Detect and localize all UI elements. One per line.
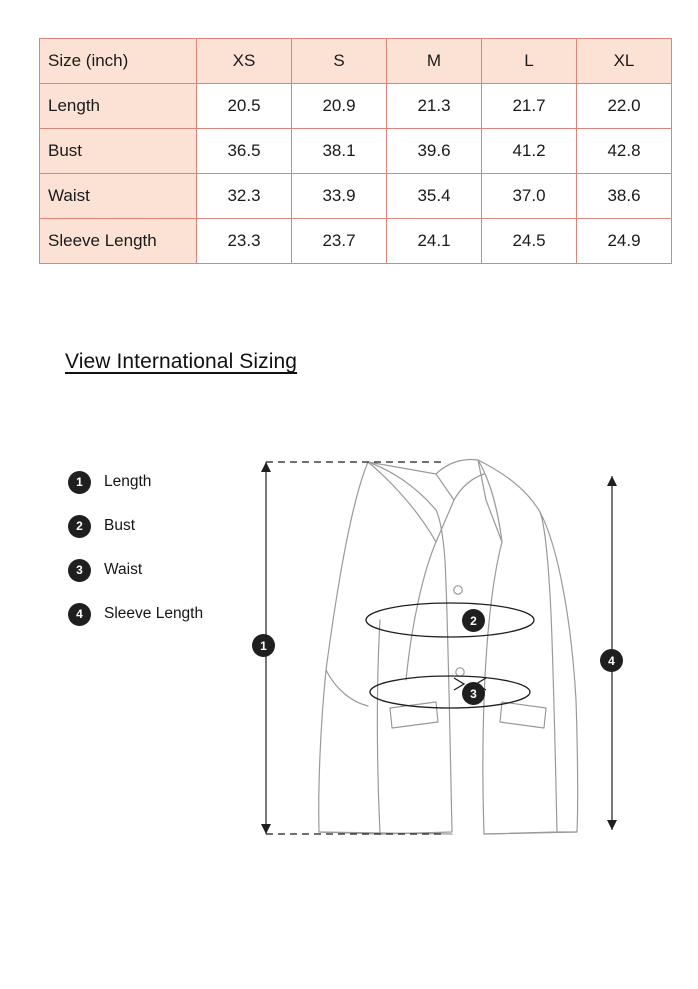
cell-bust-m: 39.6 [387,129,482,174]
row-header-bust: Bust [40,129,197,174]
measurement-legend [68,460,268,636]
cell-sleeve-l: 24.5 [482,219,577,264]
bust-marker: 2 [462,609,485,632]
legend-label-length: Length [104,473,152,490]
number-badge-icon: 1 [68,471,91,494]
legend-item-sleeve-length [68,592,268,636]
number-badge-icon: 4 [68,603,91,626]
cell-length-s: 20.9 [292,84,387,129]
row-header-sleeve-length: Sleeve Length [40,219,197,264]
cell-bust-xs: 36.5 [197,129,292,174]
legend-label-waist: Waist [104,561,143,578]
column-header-m: M [387,39,482,84]
legend-item-length [68,460,268,504]
bust-measure-line [366,603,534,637]
size-chart-table-container [39,38,659,264]
cell-sleeve-xs: 23.3 [197,219,292,264]
waist-marker: 3 [462,682,485,705]
table-row [40,84,672,129]
number-badge-icon: 2 [68,515,91,538]
column-header-s: S [292,39,387,84]
length-marker: 1 [252,634,275,657]
row-header-length: Length [40,84,197,129]
table-row [40,219,672,264]
cell-waist-xs: 32.3 [197,174,292,219]
legend-item-waist [68,548,268,592]
view-international-sizing-link[interactable]: View International Sizing [65,350,298,373]
table-row [40,129,672,174]
blazer-outline-icon [240,440,660,860]
legend-label-bust: Bust [104,517,136,534]
waist-measure-line [370,676,530,708]
blazer-measurement-diagram [240,440,660,860]
cell-sleeve-xl: 24.9 [577,219,672,264]
size-chart-table [39,38,672,264]
column-header-l: L [482,39,577,84]
sleeve-length-marker: 4 [600,649,623,672]
table-row [40,174,672,219]
cell-waist-xl: 38.6 [577,174,672,219]
cell-bust-s: 38.1 [292,129,387,174]
cell-bust-xl: 42.8 [577,129,672,174]
cell-sleeve-s: 23.7 [292,219,387,264]
legend-label-sleeve-length: Sleeve Length [104,605,204,622]
table-header-row [40,39,672,84]
cell-bust-l: 41.2 [482,129,577,174]
cell-length-l: 21.7 [482,84,577,129]
row-header-waist: Waist [40,174,197,219]
column-header-size-unit: Size (inch) [40,39,197,84]
legend-item-bust [68,504,268,548]
cell-length-xs: 20.5 [197,84,292,129]
cell-length-m: 21.3 [387,84,482,129]
cell-length-xl: 22.0 [577,84,672,129]
cell-waist-s: 33.9 [292,174,387,219]
cell-waist-l: 37.0 [482,174,577,219]
cell-waist-m: 35.4 [387,174,482,219]
column-header-xl: XL [577,39,672,84]
column-header-xs: XS [197,39,292,84]
cell-sleeve-m: 24.1 [387,219,482,264]
number-badge-icon: 3 [68,559,91,582]
